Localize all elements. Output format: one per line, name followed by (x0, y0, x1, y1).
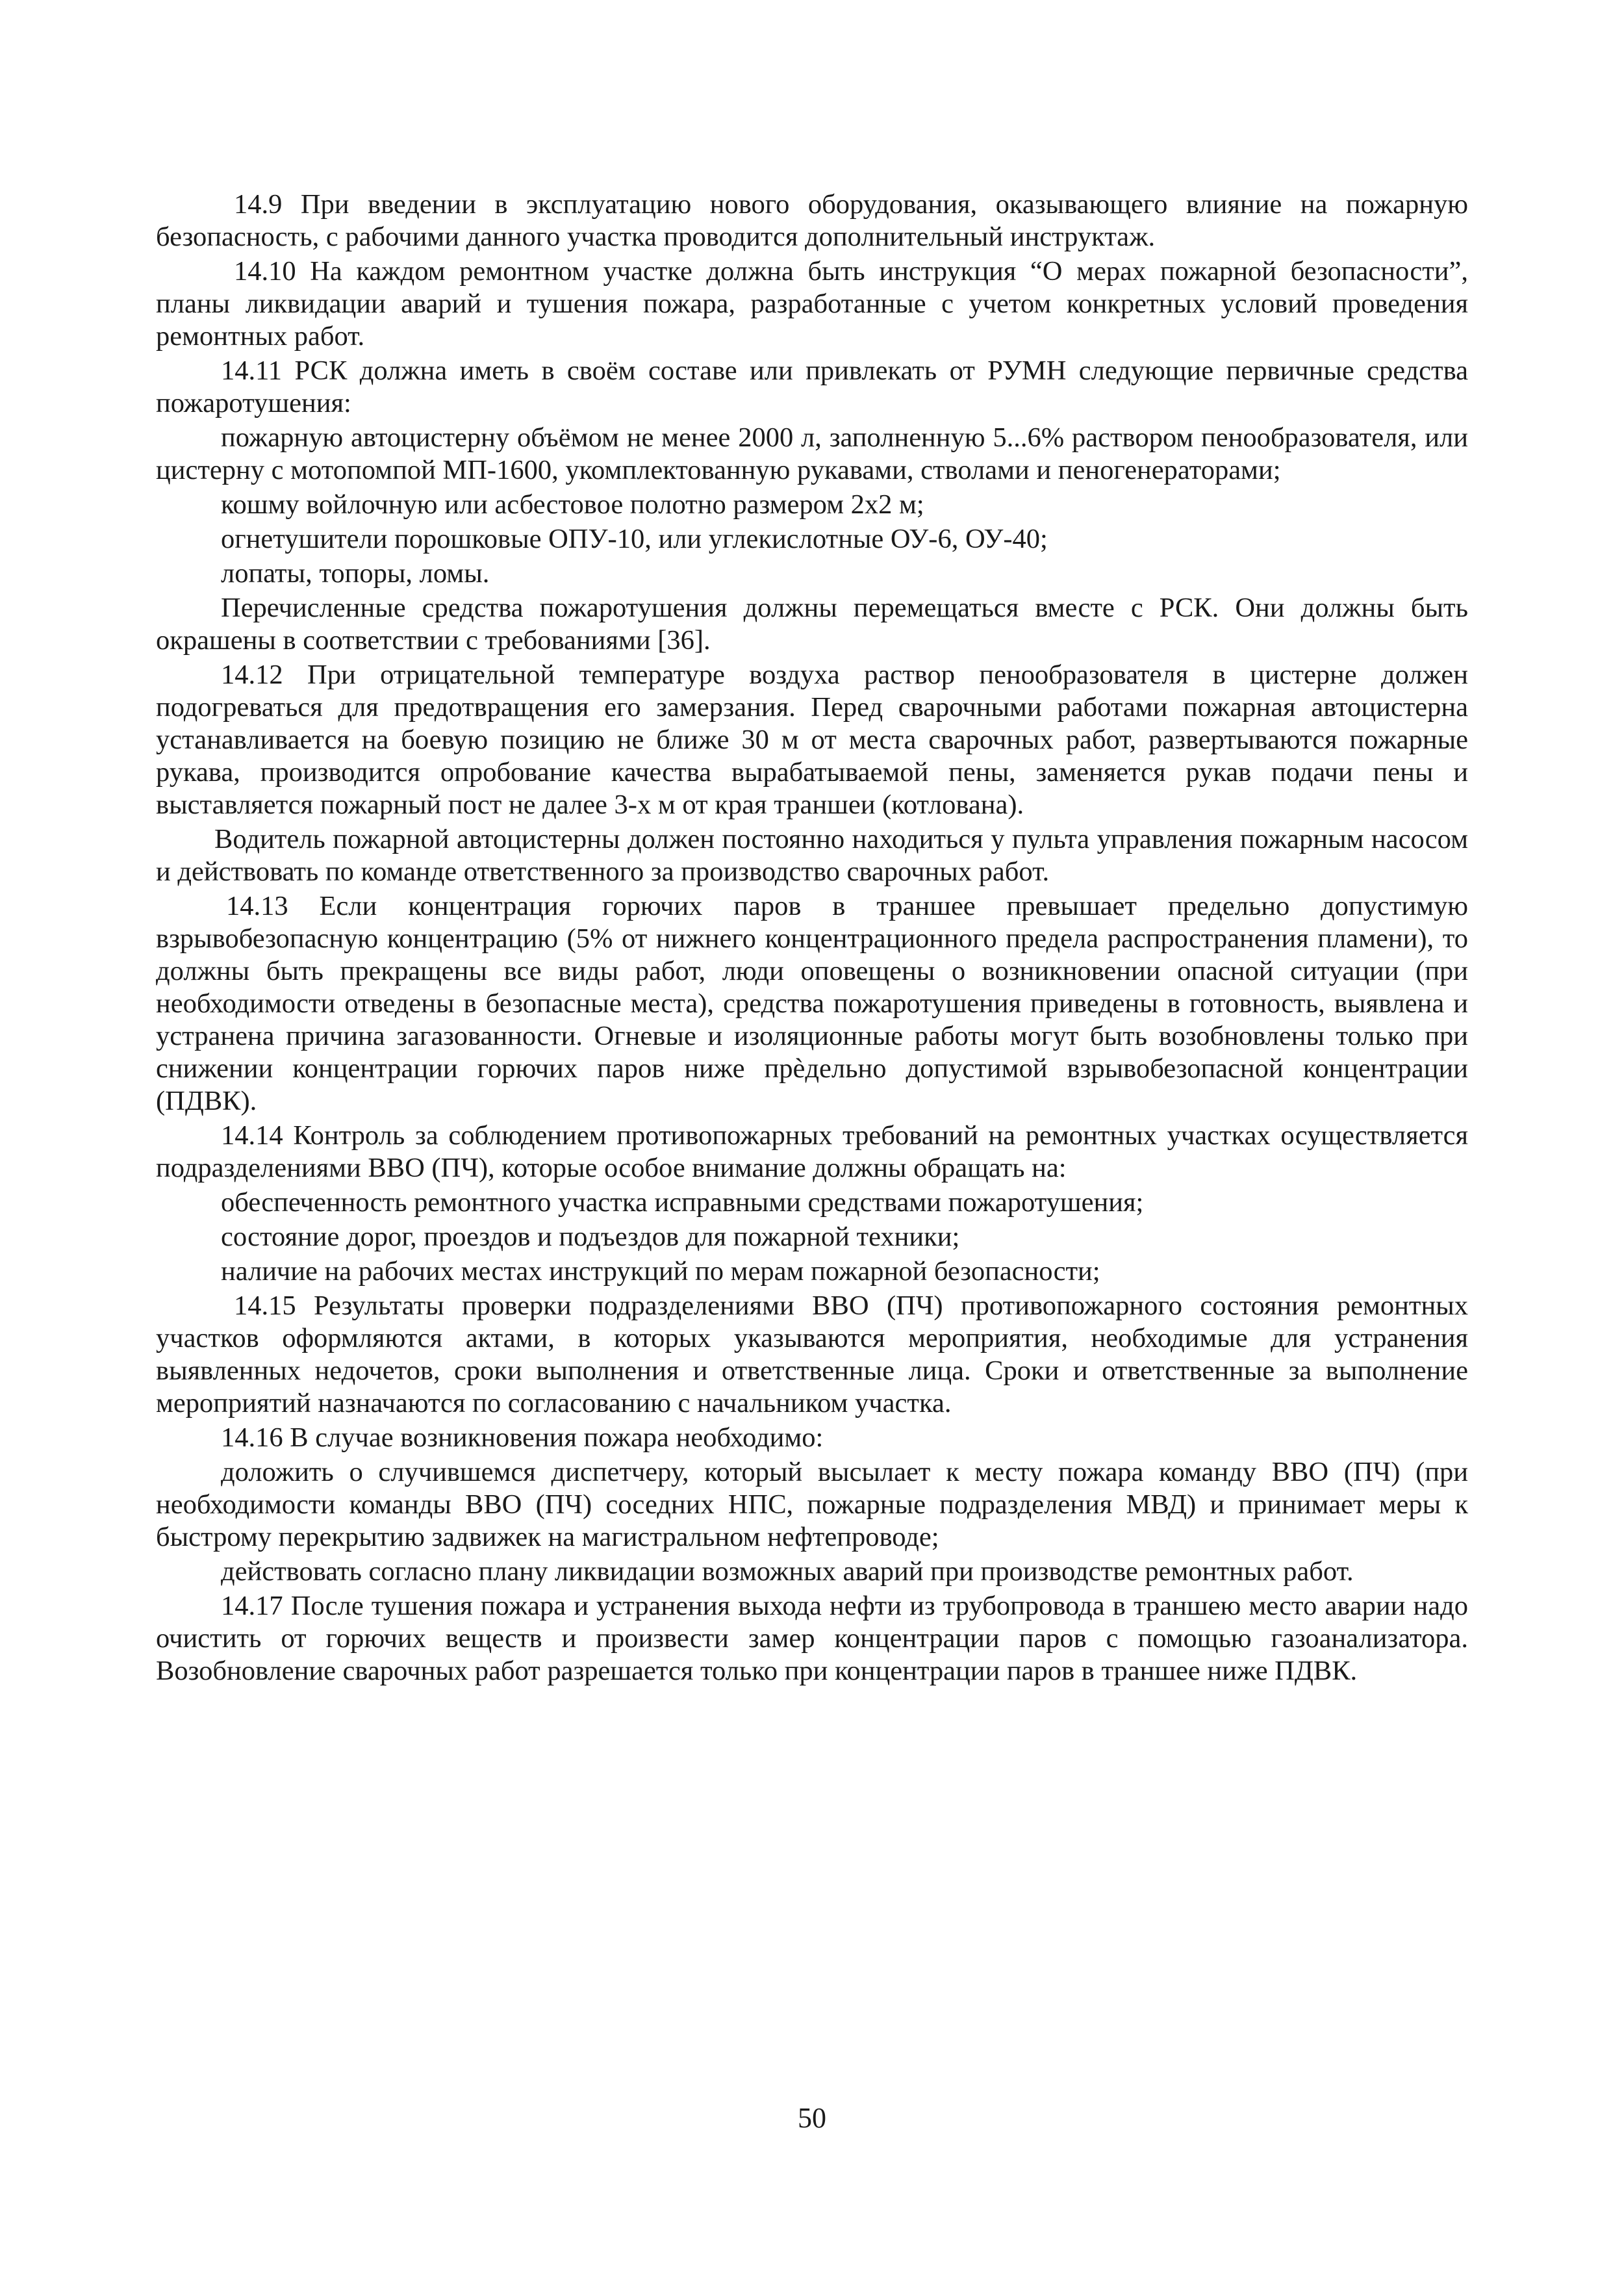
list-item-report-dispatcher: доложить о случившемся диспетчеру, который высылает к месту пожара команду ВВО (ПЧ) (при необходимости команды ВВО (ПЧ) соседних НПС, пожарные подразделения МВД) и принимает меры к быстрому перекрытию задвижек на магистральном нефтепроводе; (156, 1457, 1468, 1552)
paragraph-14-14: 14.14 Контроль за соблюдением противопожарных требований на ремонтных участках осуществляется подразделениями ВВО (ПЧ), которые особое внимание должны обращать на: (156, 1120, 1468, 1183)
paragraph-14-17: 14.17 После тушения пожара и устранения выхода нефти из трубопровода в траншею место аварии надо очистить от горючих веществ и произвести замер концентрации паров с помощью газоанализатора. Возобновление сварочных работ разрешается только при концентрации паров в траншее ниже ПДВК. (156, 1591, 1468, 1686)
list-item-fire-truck: пожарную автоцистерну объёмом не менее 2000 л, заполненную 5...6% раствором пенообразователя, или цистерну с мотопомпой МП-1600, укомплектованную рукавами, стволами и пеногенераторами; (156, 422, 1468, 485)
list-item-act-per-plan: действовать согласно плану ликвидации возможных аварий при производстве ремонтных работ. (221, 1556, 1354, 1587)
list-item-extinguishers: огнетушители порошковые ОПУ-10, или углекислотные ОУ-6, ОУ-40; (221, 524, 1048, 554)
paragraph-driver-duty: Водитель пожарной автоцистерны должен постоянно находиться у пульта управления пожарным насосом и действовать по команде ответственного за производство сварочных работ. (156, 824, 1468, 887)
list-item-tools: лопаты, топоры, ломы. (221, 558, 490, 589)
paragraph-14-11: 14.11 РСК должна иметь в своём составе или привлекать от РУМН следующие первичные средства пожаротушения: (156, 355, 1468, 418)
paragraph-14-12: 14.12 При отрицательной температуре воздуха раствор пенообразователя в цистерне должен подогреваться для предотвращения его замерзания. Перед сварочными работами пожарная автоцистерна устанавливается на боевую позицию не ближе 30 м от места сварочных работ, развертываются пожарные рукава, производится опробование качества вырабатываемой пены, заменяется рукав подачи пены и выставляется пожарный пост не далее 3-х м от края траншеи (котлована). (156, 660, 1468, 820)
paragraph-14-15: 14.15 Результаты проверки подразделениями ВВО (ПЧ) противопожарного состояния ремонтных участков оформляются актами, в которых указываются мероприятия, необходимые для устранения выявленных недочетов, сроки выполнения и ответственные лица. Сроки и ответственные за выполнение мероприятий назначаются по согласованию с начальником участка. (156, 1290, 1468, 1418)
paragraph-14-16: 14.16 В случае возникновения пожара необходимо: (221, 1422, 824, 1453)
document-body (156, 188, 1468, 1689)
page-number: 50 (798, 2102, 826, 2134)
paragraph-14-9: 14.9 При введении в эксплуатацию нового оборудования, оказывающего влияние на пожарную безопасность, с рабочими данного участка проводится дополнительный инструктаж. (156, 189, 1468, 252)
list-item-roads: состояние дорог, проездов и подъездов для пожарной техники; (221, 1222, 960, 1252)
list-item-felt-blanket: кошму войлочную или асбестовое полотно размером 2х2 м; (221, 489, 924, 520)
paragraph-14-10: 14.10 На каждом ремонтном участке должна быть инструкция “О мерах пожарной безопасности”, планы ликвидации аварий и тушения пожара, разработанные с учетом конкретных условий проведения ремонтных работ. (156, 256, 1468, 352)
list-item-instructions: наличие на рабочих местах инструкций по мерам пожарной безопасности; (221, 1256, 1100, 1287)
paragraph-equipment-note: Перечисленные средства пожаротушения должны перемещаться вместе с РСК. Они должны быть окрашены в соответствии с требованиями [36]. (156, 593, 1468, 656)
list-item-equipment-supply: обеспеченность ремонтного участка исправными средствами пожаротушения; (221, 1187, 1144, 1218)
paragraph-14-13: 14.13 Если концентрация горючих паров в траншее превышает предельно допустимую взрывобезопасную концентрацию (5% от нижнего концентрационного предела распространения пламени), то должны быть прекращены все виды работ, люди оповещены о возникновении опасной ситуации (при необходимости отведены в безопасные места), средства пожаротушения приведены в готовность, выявлена и устранена причина загазованности. Огневые и изоляционные работы могут быть возобновлены только при снижении концентрации горючих паров ниже прѐдельно допустимой взрывобезопасной концентрации (ПДВК). (156, 891, 1468, 1116)
